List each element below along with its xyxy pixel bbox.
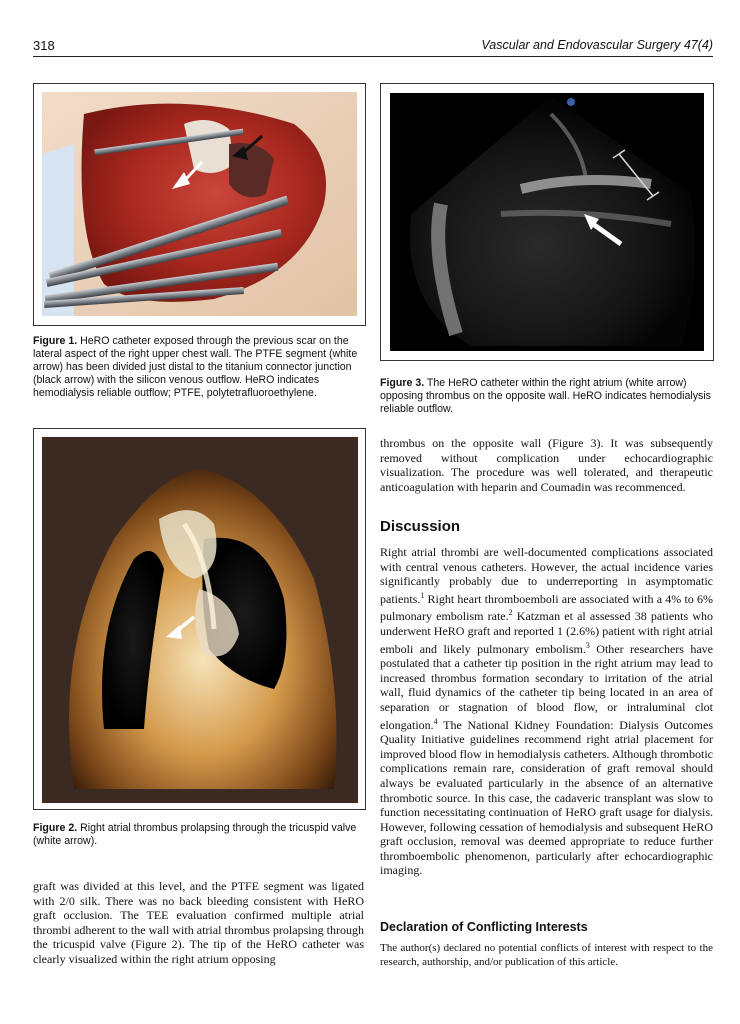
figure-1-image: [34, 84, 365, 325]
citation-2: 2: [508, 608, 513, 618]
figure-3: [380, 83, 714, 361]
citation-3: 3: [585, 640, 590, 650]
discussion-part: Right heart thromboemboli are associated with a 4% to 6% pulmonary embolism rate.: [380, 591, 713, 624]
discussion-text: [380, 545, 713, 878]
figure-2-image: [34, 429, 365, 809]
figure-1: [33, 83, 366, 326]
journal-title: Vascular and Endovascular Surgery 47(4): [481, 38, 713, 52]
discussion-part: Katzman et al assessed 38 patients who underwent HeRO graft and reported 1 (2.6%) patient with right atrial emboli and likely pulmonary embolism.: [380, 609, 713, 656]
figure-1-caption: [33, 335, 368, 400]
declaration-heading: Declaration of Conflicting Interests: [380, 920, 588, 934]
figure-2-caption: [33, 822, 368, 848]
citation-4: 4: [433, 716, 438, 726]
figure-3-image: [381, 84, 713, 360]
discussion-part: The National Kidney Foundation: Dialysis Outcomes Quality Initiative guidelines recommend right atrial placement for improved blood flow in hemodialysis catheters. Although thrombotic complications remain rare, consideration of graft removal should always be evaluated particularly in the absence of an alternative thrombotic source. In this case, the cadaveric transplant was slow to function necessitating continuation of HeRO graft usage for dialysis. However, following cessation of hemodialysis and subsequent HeRO graft occlusion, removal was deemed appropriate to reduce further thromboembolic phenomenon, particularly after echocardiographic imaging.: [380, 717, 713, 878]
discussion-part: Other researchers have postulated that a catheter tip position in the right atrium may lead to increased thrombus formation secondary to irritation of the atrial wall, fluid dynamics of the catheter tip being located in an area of separation or stagnation of blood flow, or intraluminal clot elongation.: [380, 641, 714, 732]
declaration-text: The author(s) declared no potential conflicts of interest with respect to the research, authorship, and/or publication of this article.: [380, 942, 713, 968]
page-number: 318: [33, 38, 55, 53]
figure-1-caption-text: HeRO catheter exposed through the previous scar on the lateral aspect of the right upper chest wall. The PTFE segment (white arrow) has been divided just distal to the titanium connector junction (black arrow) with the silicon venous outflow. HeRO indicates hemodialysis reliable outflow; PTFE, polytetrafluoroethylene.: [33, 335, 358, 399]
figure-3-caption-text: The HeRO catheter within the right atrium (white arrow) opposing thrombus on the opposite wall. HeRO indicates hemodialysis reliable outflow.: [380, 377, 711, 415]
left-column-text: graft was divided at this level, and the PTFE segment was ligated with 2/0 silk. There was no back bleeding consistent with HeRO graft occlusion. The TEE evaluation confirmed multiple atrial thrombi adherent to the wall with atrial thrombus prolapsing through the tricuspid valve (Figure 2). The tip of the HeRO catheter was clearly visualized within the right atrium opposing: [33, 879, 364, 966]
right-column-intro: thrombus on the opposite wall (Figure 3). It was subsequently removed without complication under echocardiographic visualization. The procedure was well tolerated, and therapeutic anticoagulation with heparin and Coumadin was recommenced.: [380, 436, 713, 494]
running-header: [33, 38, 713, 57]
figure-2-caption-text: Right atrial thrombus prolapsing through the tricuspid valve (white arrow).: [33, 822, 357, 847]
figure-3-caption: [380, 377, 715, 416]
figure-3-label: Figure 3.: [380, 377, 425, 389]
discussion-part: Right atrial thrombi are well-documented complications associated with central venous catheters. However, the actual incidence varies significantly probably due to underreporting in asymptomatic patients.: [380, 545, 713, 606]
figure-1-label: Figure 1.: [33, 335, 78, 347]
citation-1: 1: [420, 590, 425, 600]
discussion-heading: Discussion: [380, 518, 461, 535]
figure-2: [33, 428, 366, 810]
figure-2-label: Figure 2.: [33, 822, 78, 834]
